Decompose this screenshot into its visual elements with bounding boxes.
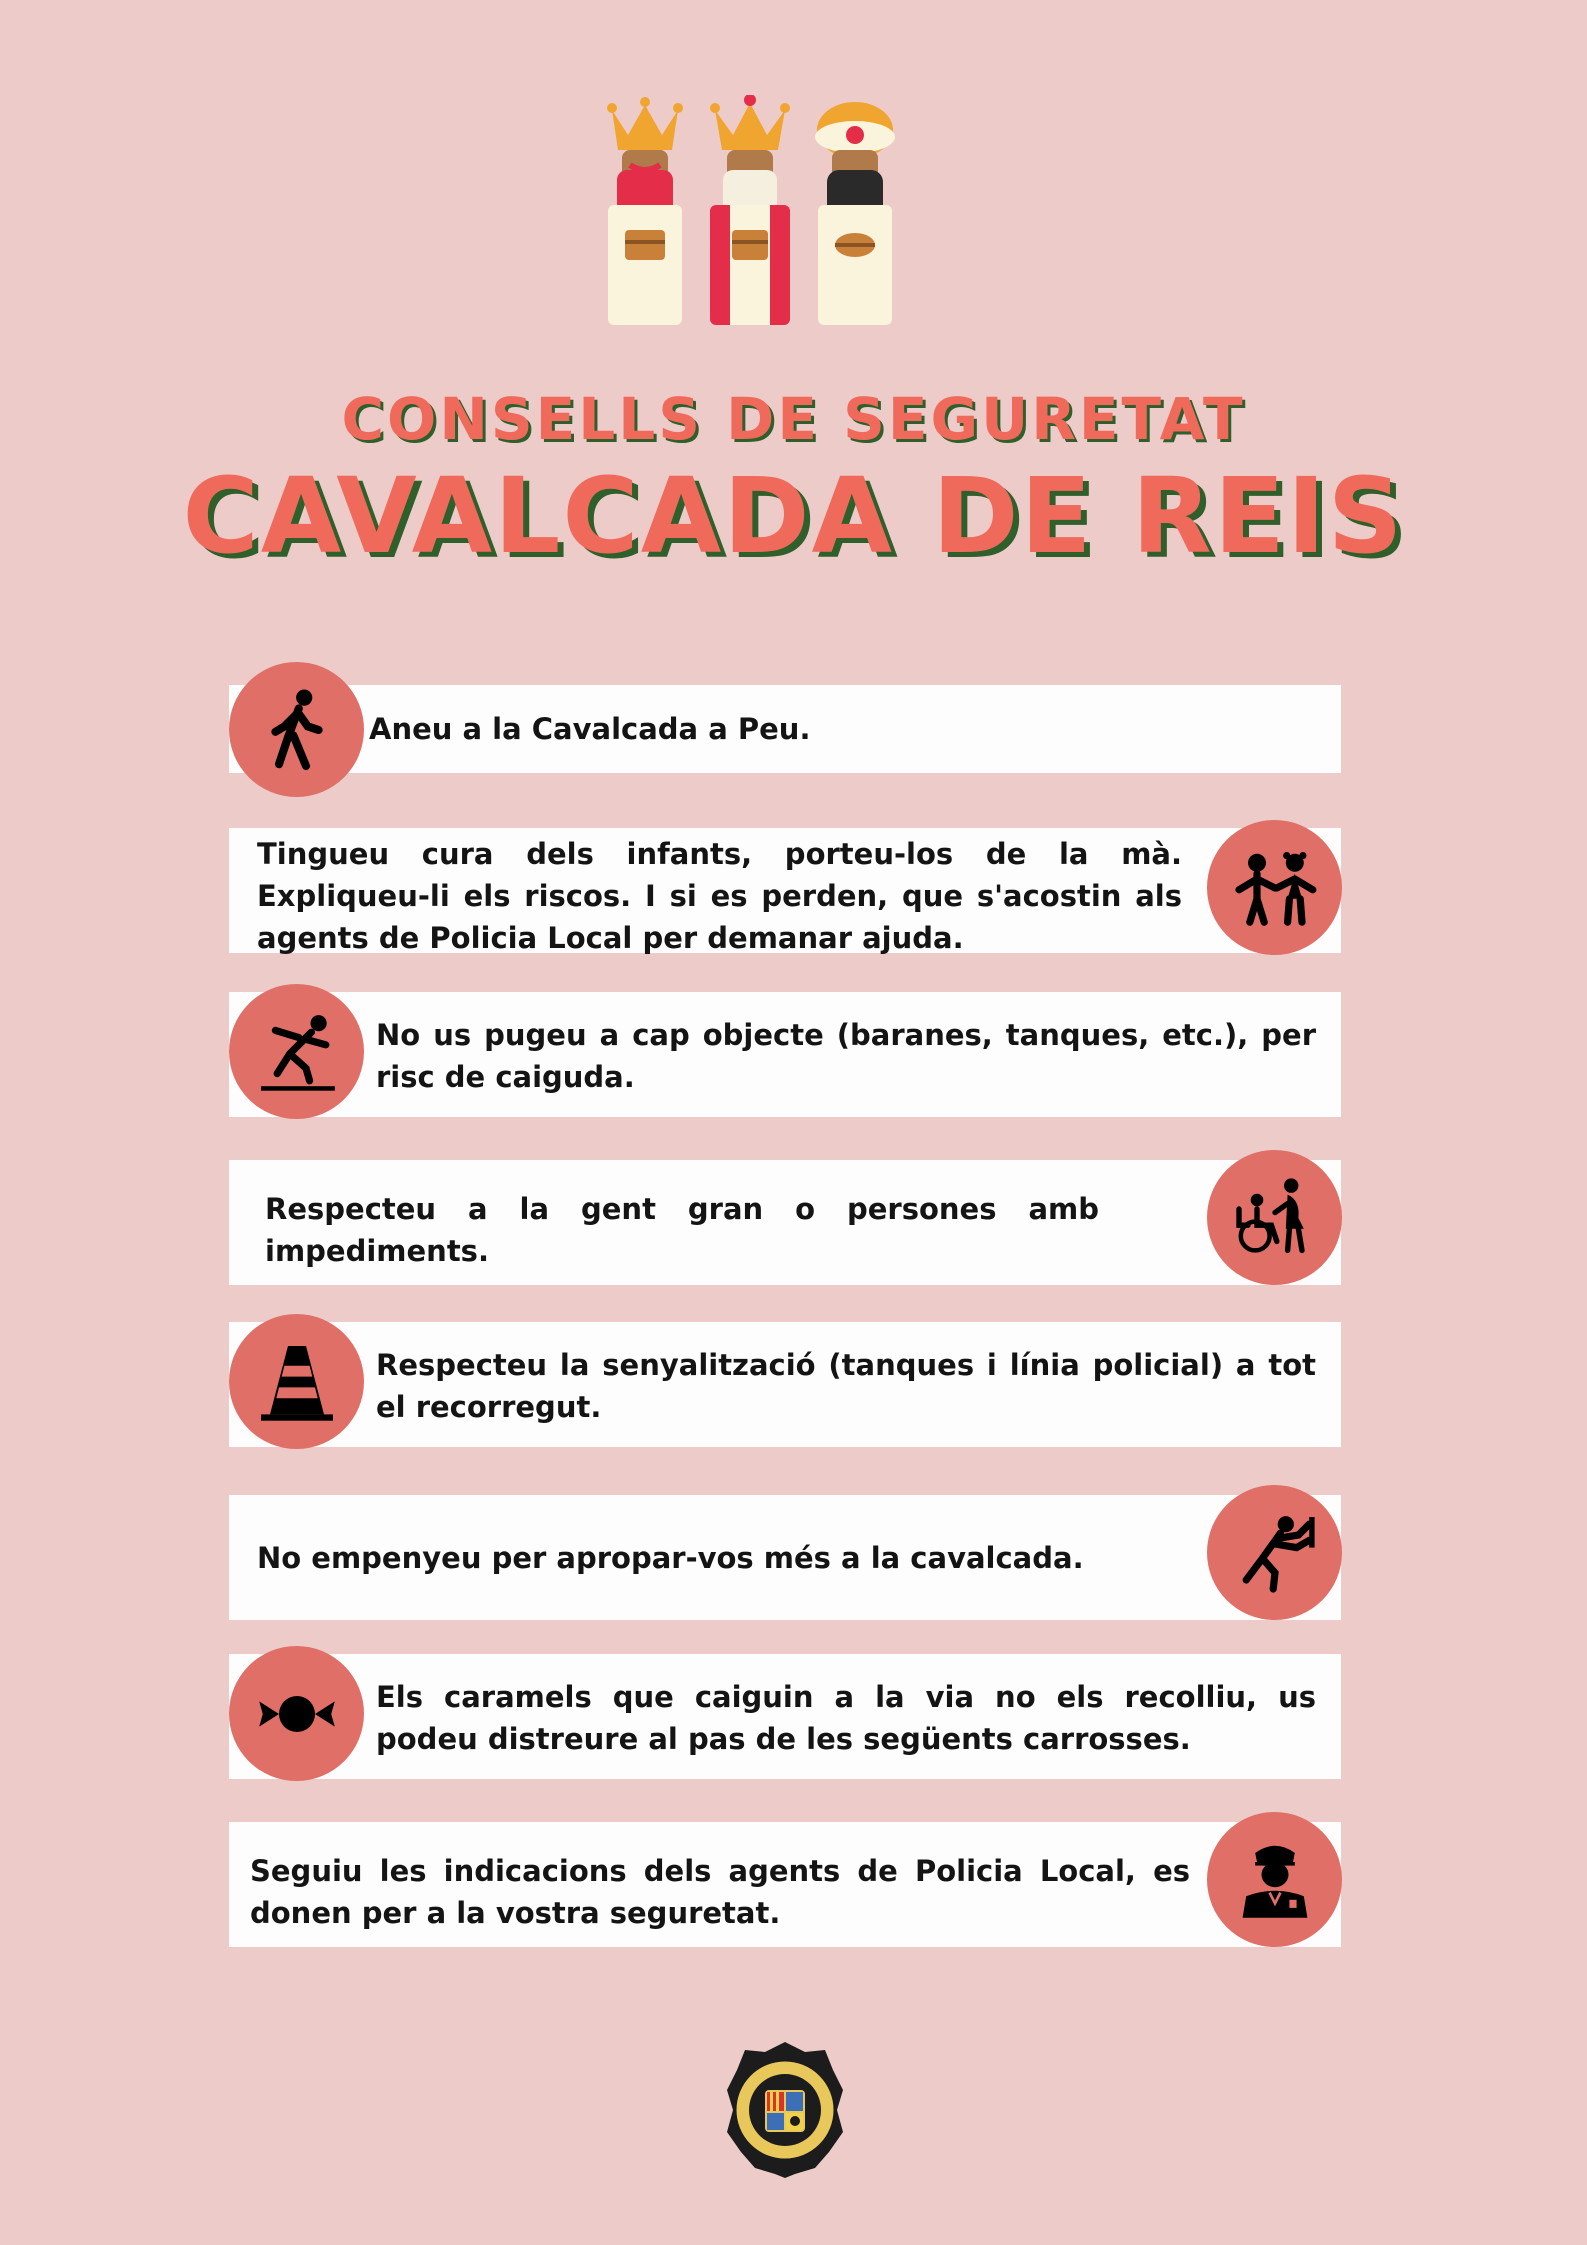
tip-row <box>229 818 1341 958</box>
walking-person-icon <box>229 662 364 797</box>
king-middle-icon <box>710 95 790 325</box>
tip-row <box>229 982 1341 1122</box>
king-left-icon <box>607 97 683 325</box>
tip-row <box>229 1312 1341 1452</box>
tip-text: Tingueu cura dels infants, porteu-los de la mà. Expliqueu-li els riscos. I si es perden, que s'acostin als agents de Policia Local per demanar ajuda. <box>257 837 1182 955</box>
police-badge-logo <box>725 2040 845 2180</box>
traffic-cone-icon <box>229 1314 364 1449</box>
three-kings-illustration <box>600 95 920 325</box>
king-right-icon <box>815 102 895 325</box>
tip-row <box>229 1812 1341 1952</box>
falling-person-icon <box>229 984 364 1119</box>
tip-row <box>229 660 1341 800</box>
tip-text: Respecteu la senyalització (tanques i línia policial) a tot el recorregut. <box>376 1348 1316 1424</box>
tip-text: Seguiu les indicacions dels agents de Policia Local, es donen per a la vostra seguretat. <box>250 1854 1190 1930</box>
tip-row <box>229 1485 1341 1625</box>
tip-text: No empenyeu per apropar-vos més a la cavalcada. <box>257 1541 1084 1575</box>
page-title: CAVALCADA DE REIS <box>182 455 1405 577</box>
children-icon <box>1207 820 1342 955</box>
page-subtitle: CONSELLS DE SEGURETAT <box>341 385 1246 453</box>
elderly-wheelchair-icon <box>1207 1150 1342 1285</box>
tip-text: Els caramels que caiguin a la via no els recolliu, us podeu distreure al pas de les següents carrosses. <box>376 1680 1316 1756</box>
tip-text: Aneu a la Cavalcada a Peu. <box>369 712 811 746</box>
tip-row <box>229 1150 1341 1290</box>
police-officer-icon <box>1207 1812 1342 1947</box>
tip-row <box>229 1644 1341 1784</box>
tip-text: No us pugeu a cap objecte (baranes, tanques, etc.), per risc de caiguda. <box>376 1018 1316 1094</box>
pushing-person-icon <box>1207 1485 1342 1620</box>
candy-icon <box>229 1646 364 1781</box>
tip-text: Respecteu a la gent gran o persones amb impediments. <box>265 1192 1099 1268</box>
